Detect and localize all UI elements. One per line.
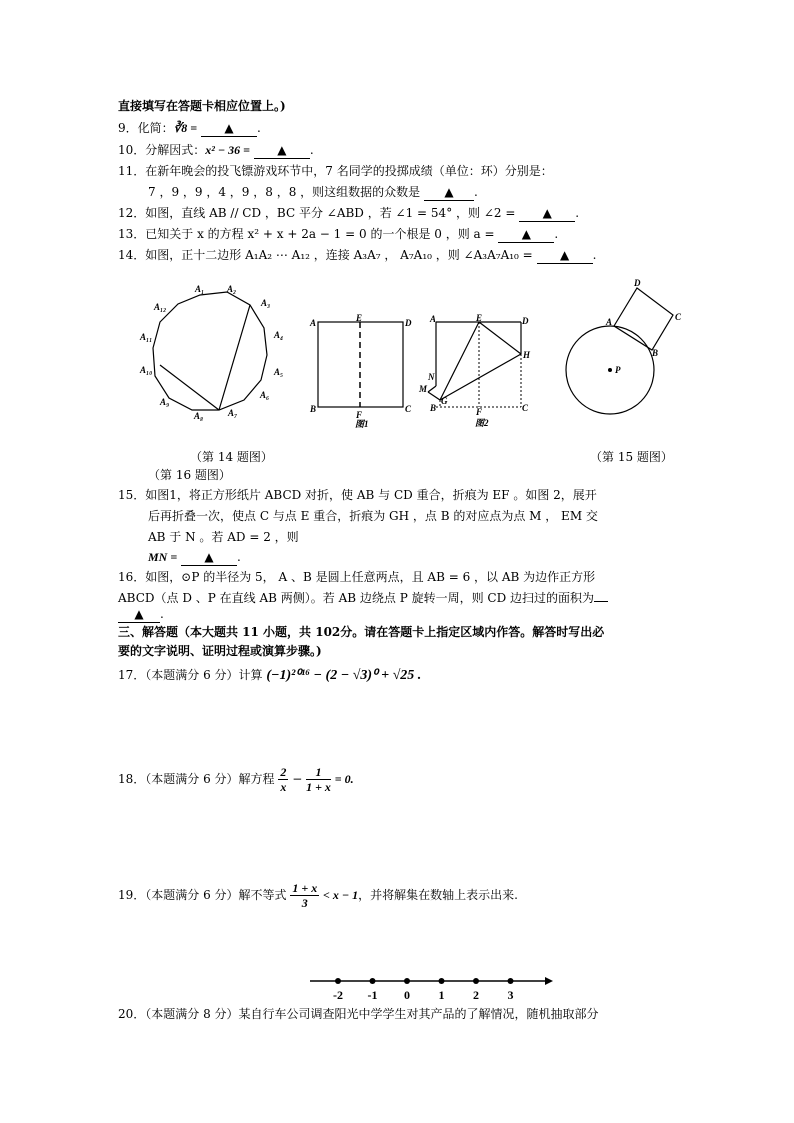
question-12: 12．如图，直线 AB // CD ，BC 平分 ∠ABD ，若 ∠1 = 54° ，则 ∠2 = ▲ .: [118, 206, 580, 220]
point-label: B: [310, 404, 317, 414]
number-line-tick: [370, 978, 376, 984]
q17-expression: (−1)²⁰¹⁶ − (2 − √3)⁰ + √25 .: [266, 668, 422, 683]
figure-caption: 图1: [355, 419, 369, 429]
point-label: A: [310, 318, 317, 328]
q10-expression: x² − 36 =: [205, 143, 251, 157]
question-15: 15．如图1，将正方形纸片 ABCD 对折，使 AB 与 CD 重合，折痕为 EF 。如图 2，展开: [118, 488, 597, 502]
caption-q16: （第 16 题图）: [148, 468, 231, 482]
dodecagon-label: A₁: [195, 284, 205, 294]
point-label: A: [606, 317, 613, 327]
point-label: A: [430, 314, 437, 324]
point-label: E: [356, 313, 363, 323]
answer-blank: ▲: [181, 549, 237, 566]
question-9: 9．化简：∛8 = ▲ .: [118, 121, 261, 135]
center-p-dot: [608, 368, 612, 372]
point-label: F: [476, 407, 483, 417]
section-3-heading-line2: 要的文字说明、证明过程或演算步骤。): [118, 644, 322, 658]
dodecagon-label: A₄: [274, 330, 284, 340]
question-11-line2: 7 ，9 ，9 ，4 ，9 ，8 ，8 ，则这组数据的众数是 ▲ .: [148, 185, 478, 199]
dodecagon-label: A₃: [261, 298, 271, 308]
dodecagon-label: A₈: [194, 411, 204, 421]
answer-blank: ▲: [498, 226, 554, 243]
point-label: D: [522, 316, 529, 326]
question-15-line3: AB 于 N 。若 AD = 2 ，则: [148, 530, 299, 544]
caption-q15: （第 15 题图）: [590, 450, 673, 464]
point-label: D: [634, 278, 641, 288]
dodecagon-label: A₇: [228, 408, 238, 418]
number-line-tick: [335, 978, 341, 984]
point-label: C: [405, 404, 412, 414]
question-18: 18．（本题满分 6 分）解方程 $\frac{2}{x}$ − $\frac{1}{1 + x}$ = 0.: [118, 765, 354, 794]
dodecagon-label: A₅: [274, 367, 284, 377]
question-11: 11．在新年晚会的投飞镖游戏环节中，7 名同学的投掷成绩（单位：环）分别是：: [118, 164, 553, 178]
number-line-label: 0: [404, 988, 410, 1002]
answer-blank: ▲: [201, 120, 257, 137]
point-label: M: [419, 384, 428, 394]
caption-q14: （第 14 题图）: [190, 450, 273, 464]
point-label: H: [523, 350, 531, 360]
question-13: 13．已知关于 x 的方程 x² + x + 2a − 1 = 0 的一个根是 0 ，则 a = ▲ .: [118, 227, 559, 241]
question-19: 19．（本题满分 6 分）解不等式 $\frac{1 + x}{3}$ < x − 1，并将解集在数轴上表示出来.: [118, 881, 518, 910]
circle-figure: [560, 276, 695, 421]
number-line-label: -2: [333, 988, 343, 1002]
question-15-line2: 后再折叠一次，使点 C 与点 E 重合，折痕为 GH ，点 B 的对应点为点 M ， EM 交: [148, 509, 598, 523]
question-14: 14．如图，正十二边形 A₁A₂ ⋯ A₁₂ ，连接 A₃A₇ ， A₇A₁₀ ，则 ∠A₃A₇A₁₀ = ▲ .: [118, 248, 597, 262]
dodecagon-label: A₁₀: [140, 365, 153, 375]
number-line-tick: [404, 978, 410, 984]
question-16-line2: ABCD（点 D 、P 在直线 AB 两侧）。若 AB 边绕点 P 旋转一周，则 CD 边扫过的面积为: [118, 590, 608, 606]
dodecagon-label: A₁₂: [154, 302, 167, 312]
answer-blank-16: ▲ .: [118, 606, 164, 623]
answer-blank: [594, 601, 608, 602]
dodecagon-label: A₁₁: [140, 332, 153, 342]
question-15-line4: MN = ▲ .: [148, 550, 241, 564]
answer-blank: ▲: [519, 205, 575, 222]
dodecagon-figure: [140, 280, 290, 425]
question-17: 17．（本题满分 6 分）计算 (−1)²⁰¹⁶ − (2 − √3)⁰ + √25 .: [118, 668, 422, 683]
dodecagon-label: A₉: [160, 397, 170, 407]
fold-figure-2: [418, 314, 543, 432]
question-10: 10．分解因式：x² − 36 = ▲ .: [118, 143, 314, 157]
answer-blank: ▲: [537, 247, 593, 264]
fraction-2-over-x: $\frac{2}{x}$: [280, 765, 287, 794]
q9-number: 9．: [118, 121, 138, 135]
fold-figure-1: [308, 313, 418, 431]
number-line-tick: [439, 978, 445, 984]
question-20: 20．（本题满分 8 分）某自行车公司调查阳光中学学生对其产品的了解情况，随机抽取部分: [118, 1007, 599, 1021]
number-line-label: 1: [438, 988, 445, 1002]
number-line-tick: [473, 978, 479, 984]
dodecagon-label: A₆: [260, 390, 270, 400]
q9-text: 化简：: [137, 121, 174, 135]
point-label: F: [356, 410, 363, 420]
number-line-label: 2: [473, 988, 479, 1002]
q9-expression: ∛8 =: [173, 121, 198, 135]
point-label: N: [428, 372, 435, 382]
dodecagon-shape: [153, 292, 270, 410]
number-line-tick: [508, 978, 514, 984]
point-label: P: [615, 365, 621, 375]
number-line: [305, 972, 555, 1002]
answer-blank: ▲: [424, 184, 474, 201]
point-label: G: [441, 396, 448, 406]
point-label: C: [675, 312, 682, 322]
figure-caption: 图2: [475, 418, 489, 428]
answer-blank: ▲: [254, 142, 310, 159]
number-line-label: -1: [367, 988, 378, 1002]
point-label: E: [476, 313, 483, 323]
intro-text: 直接填写在答题卡相应位置上。): [118, 99, 286, 113]
arrow-right-icon: [545, 977, 553, 985]
fraction-1-plus-x-over-3: $\frac{1 + x}{3}$: [292, 881, 318, 910]
number-line-label: 3: [507, 988, 514, 1002]
fraction-1-over-1-plus-x: $\frac{1}{1 + x}$: [306, 765, 331, 794]
point-label: D: [405, 318, 412, 328]
section-3-heading: 三、解答题（本大题共 11 小题，共 102分。请在答题卡上指定区域内作答。解答时写出必: [118, 625, 605, 639]
point-label: B: [652, 348, 659, 358]
question-16: 16．如图，⊙P 的半径为 5， A 、B 是圆上任意两点，且 AB = 6 ，以 AB 为边作正方形: [118, 570, 596, 584]
point-label: B: [430, 403, 437, 413]
dodecagon-label: A₂: [227, 284, 237, 294]
segment-a3a7: [219, 305, 250, 410]
point-label: C: [522, 403, 529, 413]
